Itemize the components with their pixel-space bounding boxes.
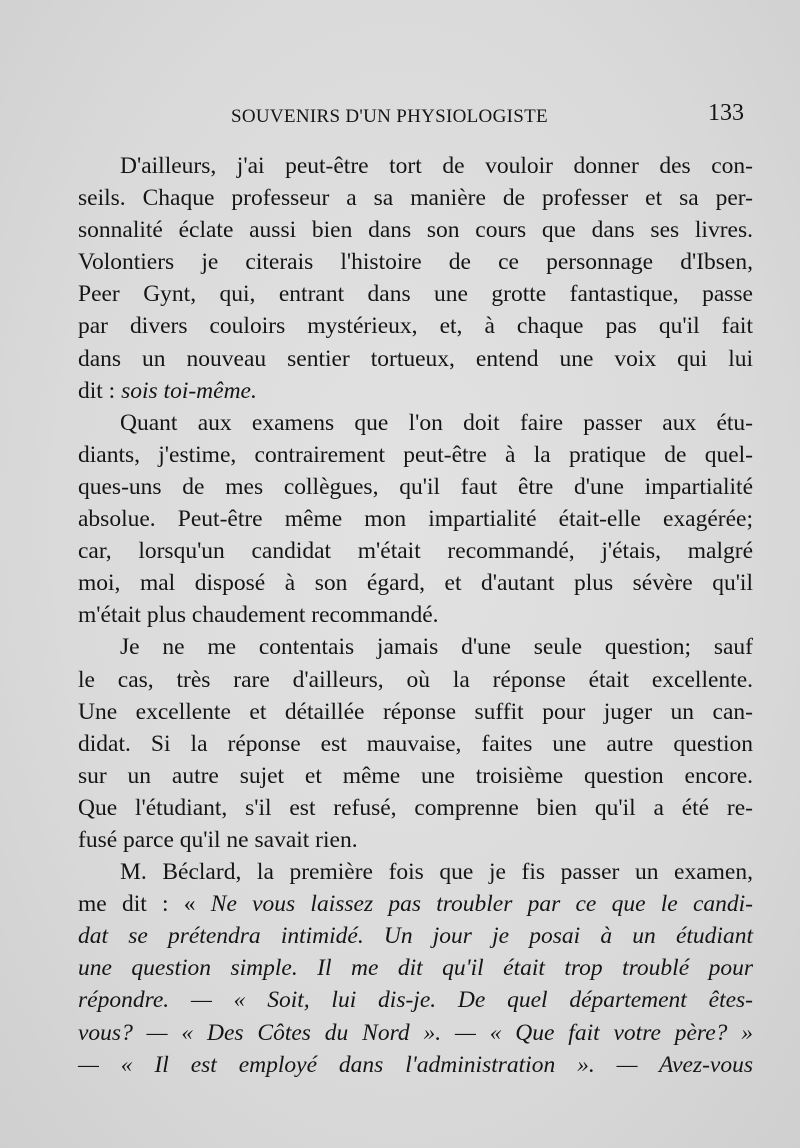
text-line: dans un nouveau sentier tortueux, entend une voix qui lui bbox=[78, 345, 753, 372]
text-line: Quant aux examens que l'on doit faire passer aux étu- bbox=[120, 409, 753, 436]
paragraph bbox=[78, 150, 753, 407]
text-line: car, lorsqu'un candidat m'était recommandé, j'étais, malgré bbox=[78, 538, 753, 565]
text-line: par divers couloirs mystérieux, et, à chaque pas qu'il fait bbox=[78, 313, 753, 340]
running-title: SOUVENIRS D'UN PHYSIOLOGISTE bbox=[231, 106, 548, 127]
text-line bbox=[78, 888, 753, 920]
body-text bbox=[78, 150, 753, 1081]
page-header bbox=[0, 98, 800, 134]
text-line: Je ne me contentais jamais d'une seule question; sauf bbox=[120, 634, 753, 661]
text-line: Que l'étudiant, s'il est refusé, comprenne bien qu'il a été re- bbox=[78, 794, 753, 821]
text-line: répondre. — « Soit, lui dis-je. De quel département êtes- bbox=[78, 987, 753, 1014]
text-line: m'était plus chaudement recommandé. bbox=[78, 602, 439, 629]
text-line bbox=[78, 375, 753, 407]
text-line: M. Béclard, la première fois que je fis passer un examen, bbox=[120, 859, 753, 886]
text-line: moi, mal disposé à son égard, et d'autant plus sévère qu'il bbox=[78, 570, 753, 597]
paragraph bbox=[78, 631, 753, 856]
paragraph bbox=[78, 856, 753, 1081]
text-segment: dit : bbox=[78, 377, 122, 404]
text-line: absolue. Peut-être même mon impartialité était-elle exagérée; bbox=[78, 506, 753, 533]
text-line: une question simple. Il me dit qu'il était trop troublé pour bbox=[78, 955, 753, 982]
italic-segment: Ne vous laissez pas troubler par ce que le candi- bbox=[210, 891, 754, 918]
text-line: ques-uns de mes collègues, qu'il faut être d'une impartialité bbox=[78, 473, 753, 500]
italic-segment: sois toi-même. bbox=[121, 377, 257, 404]
paragraph bbox=[78, 407, 753, 632]
text-line: diants, j'estime, contrairement peut-être à la pratique de quel- bbox=[78, 441, 753, 468]
page-number: 133 bbox=[708, 100, 744, 126]
text-line: Une excellente et détaillée réponse suffit pour juger un can- bbox=[78, 698, 753, 725]
text-line: didat. Si la réponse est mauvaise, faites une autre question bbox=[78, 730, 753, 757]
text-line: Volontiers je citerais l'histoire de ce personnage d'Ibsen, bbox=[78, 249, 753, 276]
text-line: dat se prétendra intimidé. Un jour je posai à un étudiant bbox=[78, 923, 753, 950]
text-line: — « Il est employé dans l'administration ». — Avez-vous bbox=[78, 1051, 753, 1078]
text-line: Peer Gynt, qui, entrant dans une grotte fantastique, passe bbox=[78, 281, 753, 308]
text-line: seils. Chaque professeur a sa manière de professer et sa per- bbox=[78, 185, 753, 212]
text-segment: me dit : « bbox=[78, 891, 211, 918]
text-line: sur un autre sujet et même une troisième question encore. bbox=[78, 762, 753, 789]
text-line: le cas, très rare d'ailleurs, où la réponse était excellente. bbox=[78, 666, 753, 693]
text-line: D'ailleurs, j'ai peut-être tort de vouloir donner des con- bbox=[120, 153, 753, 179]
text-line: sonnalité éclate aussi bien dans son cours que dans ses livres. bbox=[78, 217, 753, 244]
text-line: vous? — « Des Côtes du Nord ». — « Que fait votre père? » bbox=[78, 1019, 753, 1046]
text-line: fusé parce qu'il ne savait rien. bbox=[78, 826, 358, 853]
